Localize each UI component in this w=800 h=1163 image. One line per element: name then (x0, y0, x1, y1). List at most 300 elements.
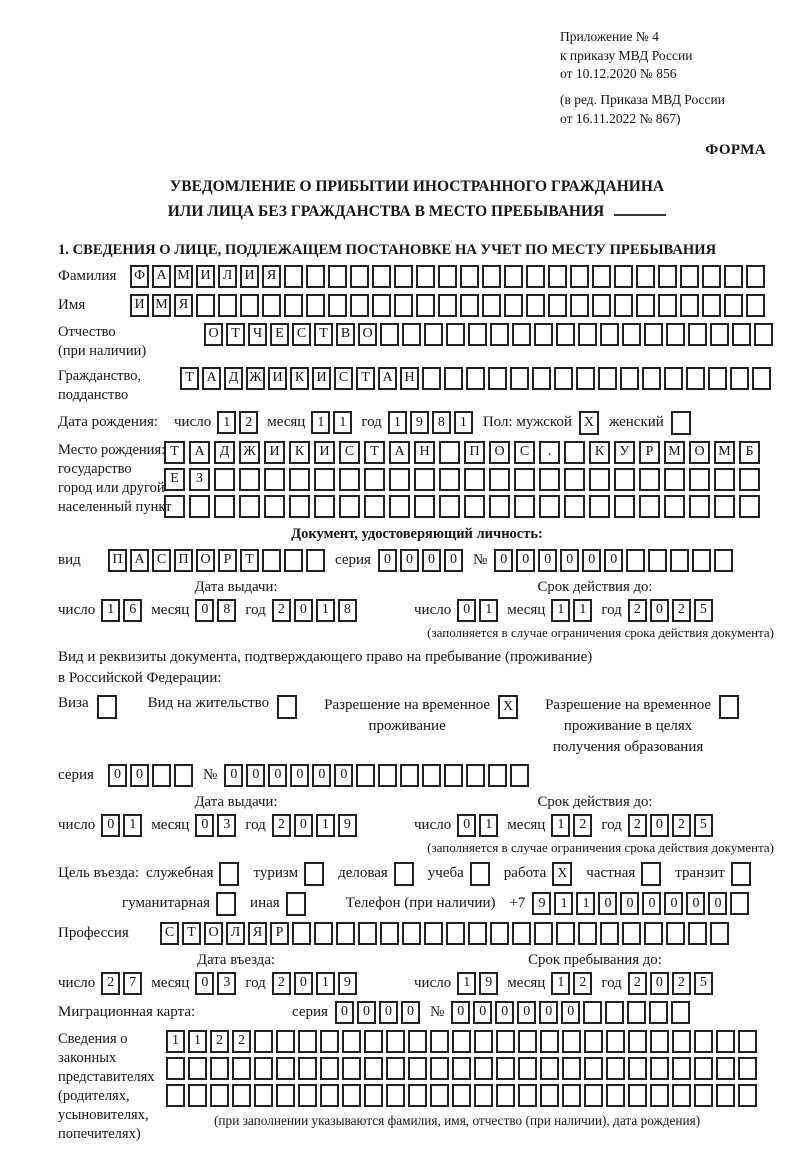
cell[interactable] (219, 862, 239, 886)
cell[interactable] (414, 495, 435, 518)
cell[interactable]: И (314, 441, 335, 464)
cell[interactable] (239, 468, 260, 491)
cell[interactable] (539, 495, 560, 518)
cell[interactable] (598, 367, 617, 390)
cell[interactable]: Т (164, 441, 185, 464)
cell[interactable]: С (334, 367, 353, 390)
cell[interactable] (746, 294, 765, 317)
cell[interactable]: 0 (268, 764, 287, 787)
cell[interactable]: 0 (108, 764, 127, 787)
cell[interactable]: Т (180, 367, 199, 390)
cell[interactable] (466, 367, 485, 390)
cell[interactable]: 1 (333, 411, 352, 434)
cell[interactable] (468, 323, 487, 346)
cell[interactable] (166, 1084, 185, 1107)
patronymic-cells[interactable] (204, 323, 776, 346)
cell[interactable]: И (130, 294, 149, 317)
purpose-study-checkbox[interactable] (470, 862, 493, 886)
cell[interactable]: В (336, 323, 355, 346)
cell[interactable] (408, 1084, 427, 1107)
cell[interactable]: С (514, 441, 535, 464)
cell[interactable]: 2 (672, 814, 691, 837)
cell[interactable]: 1 (101, 599, 120, 622)
cell[interactable] (188, 1084, 207, 1107)
cell[interactable] (708, 367, 727, 390)
cell[interactable] (562, 1057, 581, 1080)
birthplace-row1-cells[interactable] (164, 441, 764, 464)
doc-series-cells[interactable] (378, 549, 466, 572)
cell[interactable] (614, 468, 635, 491)
migration-series-cells[interactable] (335, 1001, 423, 1024)
cell[interactable] (166, 1057, 185, 1080)
cell[interactable] (504, 294, 523, 317)
cell[interactable] (164, 495, 185, 518)
cell[interactable] (424, 922, 443, 945)
cell[interactable] (277, 695, 297, 719)
profession-cells[interactable] (160, 922, 732, 945)
cell[interactable] (216, 892, 236, 916)
cell[interactable] (658, 294, 677, 317)
purpose-private-checkbox[interactable] (641, 862, 664, 886)
cell[interactable] (628, 1057, 647, 1080)
cell[interactable] (614, 265, 633, 288)
cell[interactable] (526, 265, 545, 288)
cell[interactable]: 0 (101, 814, 120, 837)
cell[interactable]: Н (400, 367, 419, 390)
cell[interactable] (578, 323, 597, 346)
cell[interactable]: 1 (573, 599, 592, 622)
cell[interactable] (350, 294, 369, 317)
cell[interactable]: Т (226, 323, 245, 346)
cell[interactable] (422, 367, 441, 390)
cell[interactable] (400, 764, 419, 787)
cell[interactable]: 1 (188, 1030, 207, 1053)
cell[interactable]: 1 (454, 411, 473, 434)
cell[interactable] (254, 1030, 273, 1053)
cell[interactable] (534, 922, 553, 945)
phone-cells[interactable] (532, 892, 752, 915)
cell[interactable] (402, 922, 421, 945)
cell[interactable]: 2 (573, 814, 592, 837)
cell[interactable] (342, 1030, 361, 1053)
cell[interactable] (482, 294, 501, 317)
cell[interactable]: О (204, 922, 223, 945)
cell[interactable]: Т (356, 367, 375, 390)
cell[interactable] (490, 323, 509, 346)
cell[interactable] (264, 495, 285, 518)
cell[interactable]: 0 (604, 549, 623, 572)
cell[interactable] (276, 1057, 295, 1080)
cell[interactable]: М (174, 265, 193, 288)
cell[interactable] (306, 549, 325, 572)
cell[interactable] (548, 294, 567, 317)
cell[interactable] (320, 1030, 339, 1053)
cell[interactable]: Д (224, 367, 243, 390)
cell[interactable]: 9 (338, 972, 357, 995)
cell[interactable] (738, 1030, 757, 1053)
cell[interactable] (240, 294, 259, 317)
birthplace-row3-cells[interactable] (164, 495, 764, 518)
cell[interactable]: Д (214, 441, 235, 464)
cell[interactable]: 9 (410, 411, 429, 434)
cell[interactable] (496, 1030, 515, 1053)
cell[interactable]: 0 (686, 892, 705, 915)
cell[interactable] (534, 323, 553, 346)
cell[interactable] (739, 468, 760, 491)
representatives-row2-cells[interactable] (166, 1057, 760, 1080)
cell[interactable]: 6 (123, 599, 142, 622)
cell[interactable] (694, 1057, 713, 1080)
cell[interactable] (444, 367, 463, 390)
given-name-cells[interactable] (130, 294, 768, 317)
cell[interactable] (276, 1030, 295, 1053)
cell[interactable] (232, 1084, 251, 1107)
cell[interactable]: 1 (316, 972, 335, 995)
cell[interactable] (548, 265, 567, 288)
doc-valid-year-cells[interactable] (628, 599, 716, 622)
cell[interactable] (670, 549, 689, 572)
cell[interactable]: 1 (551, 972, 570, 995)
purpose-tourism-checkbox[interactable] (304, 862, 327, 886)
cell[interactable] (644, 323, 663, 346)
cell[interactable]: Ч (248, 323, 267, 346)
cell[interactable]: 0 (473, 1001, 492, 1024)
cell[interactable] (562, 1030, 581, 1053)
cell[interactable] (556, 323, 575, 346)
cell[interactable] (284, 265, 303, 288)
cell[interactable] (666, 323, 685, 346)
cell[interactable]: 9 (532, 892, 551, 915)
cell[interactable] (320, 1057, 339, 1080)
cell[interactable] (514, 468, 535, 491)
residence-issue-month-cells[interactable] (195, 814, 239, 837)
cell[interactable]: 8 (432, 411, 451, 434)
cell[interactable] (386, 1084, 405, 1107)
cell[interactable] (464, 468, 485, 491)
cell[interactable] (688, 323, 707, 346)
cell[interactable] (210, 1057, 229, 1080)
cell[interactable] (284, 294, 303, 317)
cell[interactable] (444, 764, 463, 787)
cell[interactable]: 0 (379, 1001, 398, 1024)
cell[interactable]: М (714, 441, 735, 464)
cell[interactable]: 1 (316, 814, 335, 837)
cell[interactable]: 0 (335, 1001, 354, 1024)
cell[interactable]: У (614, 441, 635, 464)
cell[interactable]: А (202, 367, 221, 390)
cell[interactable] (658, 265, 677, 288)
cell[interactable] (606, 1030, 625, 1053)
cell[interactable]: З (189, 468, 210, 491)
cell[interactable]: 5 (694, 599, 713, 622)
surname-cells[interactable] (130, 265, 768, 288)
cell[interactable] (526, 294, 545, 317)
cell[interactable] (489, 468, 510, 491)
cell[interactable] (746, 265, 765, 288)
cell[interactable] (680, 294, 699, 317)
cell[interactable]: 0 (538, 549, 557, 572)
cell[interactable] (636, 294, 655, 317)
cell[interactable]: 0 (294, 972, 313, 995)
cell[interactable] (414, 468, 435, 491)
residence-valid-month-cells[interactable] (551, 814, 595, 837)
cell[interactable]: 1 (576, 892, 595, 915)
cell[interactable] (262, 294, 281, 317)
cell[interactable] (626, 549, 645, 572)
cell[interactable]: И (240, 265, 259, 288)
cell[interactable] (408, 1030, 427, 1053)
cell[interactable] (298, 1057, 317, 1080)
cell[interactable] (540, 1030, 559, 1053)
cell[interactable]: М (152, 294, 171, 317)
temp-residence-checkbox[interactable] (498, 695, 521, 719)
cell[interactable]: 2 (573, 972, 592, 995)
cell[interactable]: 0 (401, 1001, 420, 1024)
cell[interactable] (719, 695, 739, 719)
cell[interactable] (364, 1057, 383, 1080)
cell[interactable]: 0 (195, 972, 214, 995)
cell[interactable]: 0 (539, 1001, 558, 1024)
cell[interactable] (339, 495, 360, 518)
cell[interactable]: Т (240, 549, 259, 572)
cell[interactable] (389, 468, 410, 491)
cell[interactable] (584, 1057, 603, 1080)
cell[interactable] (174, 764, 193, 787)
cell[interactable]: 5 (694, 814, 713, 837)
cell[interactable] (306, 265, 325, 288)
cell[interactable]: 1 (311, 411, 330, 434)
cell[interactable] (710, 922, 729, 945)
cell[interactable]: Р (270, 922, 289, 945)
cell[interactable]: С (160, 922, 179, 945)
cell[interactable] (592, 294, 611, 317)
cell[interactable] (196, 294, 215, 317)
cell[interactable] (336, 922, 355, 945)
cell[interactable]: 2 (272, 814, 291, 837)
cell[interactable] (402, 323, 421, 346)
cell[interactable]: 5 (694, 972, 713, 995)
cell[interactable] (671, 411, 691, 435)
purpose-humanitarian-checkbox[interactable] (216, 892, 239, 916)
cell[interactable] (671, 1001, 690, 1024)
cell[interactable]: 1 (551, 814, 570, 837)
cell[interactable]: Я (248, 922, 267, 945)
cell[interactable]: 1 (479, 814, 498, 837)
cell[interactable] (627, 1001, 646, 1024)
residence-valid-year-cells[interactable] (628, 814, 716, 837)
cell[interactable] (606, 1084, 625, 1107)
cell[interactable] (342, 1057, 361, 1080)
cell[interactable] (474, 1030, 493, 1053)
cell[interactable] (650, 1057, 669, 1080)
cell[interactable]: 1 (123, 814, 142, 837)
cell[interactable] (482, 265, 501, 288)
cell[interactable]: 0 (620, 892, 639, 915)
purpose-official-checkbox[interactable] (219, 862, 242, 886)
cell[interactable]: А (189, 441, 210, 464)
cell[interactable]: Б (739, 441, 760, 464)
cell[interactable]: 1 (457, 972, 476, 995)
cell[interactable]: 0 (650, 814, 669, 837)
cell[interactable] (752, 367, 771, 390)
cell[interactable]: Т (364, 441, 385, 464)
cell[interactable] (214, 495, 235, 518)
cell[interactable] (648, 549, 667, 572)
cell[interactable] (556, 922, 575, 945)
cell[interactable]: 0 (664, 892, 683, 915)
cell[interactable]: К (290, 367, 309, 390)
cell[interactable] (314, 495, 335, 518)
cell[interactable] (694, 1084, 713, 1107)
cell[interactable] (710, 323, 729, 346)
cell[interactable] (364, 468, 385, 491)
cell[interactable] (578, 922, 597, 945)
cell[interactable] (639, 495, 660, 518)
cell[interactable] (714, 495, 735, 518)
cell[interactable] (214, 468, 235, 491)
cell[interactable] (314, 468, 335, 491)
purpose-transit-checkbox[interactable] (731, 862, 754, 886)
cell[interactable] (470, 862, 490, 886)
cell[interactable] (496, 1057, 515, 1080)
cell[interactable] (358, 922, 377, 945)
cell[interactable]: К (289, 441, 310, 464)
cell[interactable] (672, 1057, 691, 1080)
cell[interactable]: 2 (672, 599, 691, 622)
cell[interactable] (730, 892, 749, 915)
cell[interactable] (284, 549, 303, 572)
cell[interactable] (152, 764, 171, 787)
cell[interactable]: П (108, 549, 127, 572)
cell[interactable] (438, 265, 457, 288)
cell[interactable] (394, 294, 413, 317)
cell[interactable] (614, 294, 633, 317)
cell[interactable] (496, 1084, 515, 1107)
cell[interactable] (584, 1084, 603, 1107)
purpose-other-checkbox[interactable] (286, 892, 309, 916)
birth-day-cells[interactable] (217, 411, 261, 434)
cell[interactable]: 0 (334, 764, 353, 787)
cell[interactable] (564, 495, 585, 518)
cell[interactable] (380, 922, 399, 945)
cell[interactable] (364, 1084, 383, 1107)
cell[interactable] (650, 1030, 669, 1053)
cell[interactable]: С (152, 549, 171, 572)
cell[interactable] (730, 367, 749, 390)
cell[interactable]: 9 (338, 814, 357, 837)
cell[interactable] (232, 1057, 251, 1080)
cell[interactable] (724, 265, 743, 288)
cell[interactable]: П (174, 549, 193, 572)
cell[interactable]: А (130, 549, 149, 572)
cell[interactable]: 0 (422, 549, 441, 572)
cell[interactable]: 1 (388, 411, 407, 434)
cell[interactable]: 2 (232, 1030, 251, 1053)
cell[interactable] (320, 1084, 339, 1107)
cell[interactable] (649, 1001, 668, 1024)
cell[interactable] (292, 922, 311, 945)
cell[interactable] (636, 265, 655, 288)
cell[interactable] (539, 468, 560, 491)
cell[interactable]: 0 (195, 814, 214, 837)
cell[interactable] (430, 1084, 449, 1107)
cell[interactable] (628, 1030, 647, 1053)
residence-number-cells[interactable] (224, 764, 532, 787)
cell[interactable] (239, 495, 260, 518)
cell[interactable]: О (204, 323, 223, 346)
cell[interactable] (189, 495, 210, 518)
cell[interactable]: 7 (123, 972, 142, 995)
cell[interactable] (562, 1084, 581, 1107)
cell[interactable] (460, 265, 479, 288)
cell[interactable] (664, 468, 685, 491)
cell[interactable]: 0 (708, 892, 727, 915)
citizenship-cells[interactable] (180, 367, 774, 390)
cell[interactable]: Л (218, 265, 237, 288)
cell[interactable] (262, 549, 281, 572)
cell[interactable] (644, 922, 663, 945)
cell[interactable]: 0 (378, 549, 397, 572)
cell[interactable] (504, 265, 523, 288)
cell[interactable]: 0 (294, 599, 313, 622)
cell[interactable] (589, 495, 610, 518)
cell[interactable] (564, 468, 585, 491)
cell[interactable]: 0 (451, 1001, 470, 1024)
cell[interactable]: С (292, 323, 311, 346)
cell[interactable] (298, 1084, 317, 1107)
cell[interactable]: X (498, 695, 518, 719)
cell[interactable] (714, 549, 733, 572)
cell[interactable]: 1 (479, 599, 498, 622)
cell[interactable] (716, 1084, 735, 1107)
cell[interactable] (474, 1084, 493, 1107)
cell[interactable] (460, 294, 479, 317)
cell[interactable]: 0 (357, 1001, 376, 1024)
cell[interactable] (464, 495, 485, 518)
cell[interactable]: Н (414, 441, 435, 464)
cell[interactable] (389, 495, 410, 518)
cell[interactable]: 0 (650, 972, 669, 995)
cell[interactable] (416, 265, 435, 288)
cell[interactable]: 0 (224, 764, 243, 787)
cell[interactable]: Е (164, 468, 185, 491)
doc-issue-day-cells[interactable] (101, 599, 145, 622)
cell[interactable]: О (196, 549, 215, 572)
cell[interactable]: 2 (101, 972, 120, 995)
cell[interactable]: Ф (130, 265, 149, 288)
cell[interactable] (416, 294, 435, 317)
cell[interactable]: 0 (294, 814, 313, 837)
cell[interactable]: X (579, 411, 599, 435)
cell[interactable] (356, 764, 375, 787)
doc-issue-month-cells[interactable] (195, 599, 239, 622)
residence-valid-day-cells[interactable] (457, 814, 501, 837)
cell[interactable] (364, 495, 385, 518)
stay-day-cells[interactable] (457, 972, 501, 995)
cell[interactable] (488, 367, 507, 390)
cell[interactable] (512, 922, 531, 945)
cell[interactable] (468, 922, 487, 945)
cell[interactable] (512, 323, 531, 346)
cell[interactable] (589, 468, 610, 491)
cell[interactable] (489, 495, 510, 518)
cell[interactable] (350, 265, 369, 288)
cell[interactable] (328, 265, 347, 288)
birth-year-cells[interactable] (388, 411, 476, 434)
edu-residence-checkbox[interactable] (719, 695, 742, 719)
cell[interactable]: 0 (582, 549, 601, 572)
cell[interactable] (430, 1030, 449, 1053)
